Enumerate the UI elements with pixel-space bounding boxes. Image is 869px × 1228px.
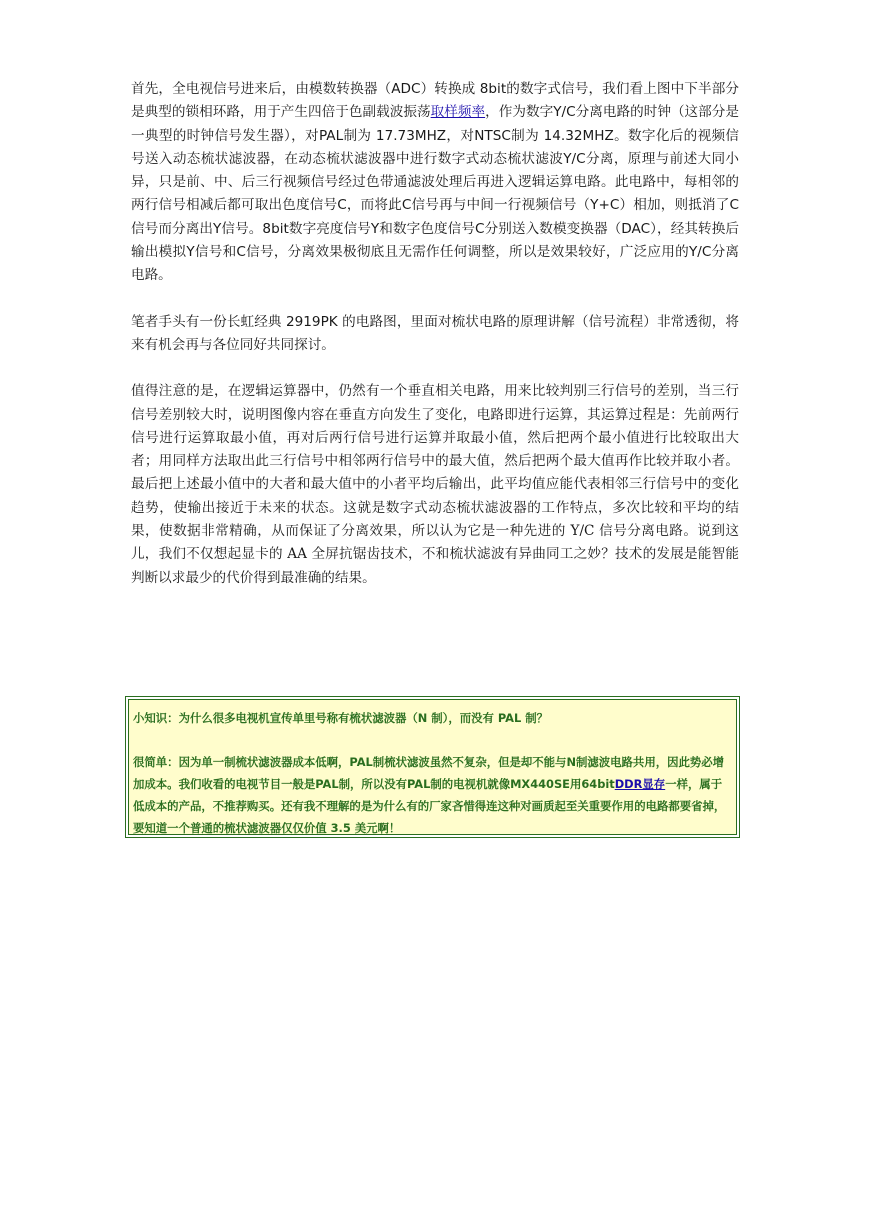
paragraph-text: 首先，全电视信号进来后，由模数转换器（ADC）转换成 8bit的数字式信号，我们看上图中下半部分是典型的锁相环路，用于产生四倍于色副载波振荡 bbox=[131, 81, 739, 121]
tip-question: 小知识：为什么很多电视机宣传单里号称有梳状滤波器（N 制），而没有 PAL 制？ bbox=[133, 711, 548, 725]
ddr-memory-link[interactable]: DDR显存 bbox=[614, 777, 666, 791]
paragraph-changhong-circuit: 笔者手头有一份长虹经典 2919PK 的电路图，里面对梳状电路的原理讲解（信号流程）非常透彻，将来有机会再与各位同好共同探讨。 bbox=[131, 313, 739, 353]
paragraph-logic-operation: 值得注意的是，在逻辑运算器中，仍然有一个垂直相关电路，用来比较判别三行信号的差别，当三行信号差别较大时，说明图像内容在垂直方向发生了变化，电路即进行运算，其运算过程是：先前两行信号进行运算取最小值，再对后两行信号进行运算并取最小值，然后把两个最小值进行比较取出大者；用同样方法取出此三行信号中相邻两行信号中的最大值，然后把两个最大值再作比较并取小者。最后把上述最小值中的大者和最大值中的小者平均后输出，此平均值应能代表相邻三行信号中的变化趋势，使输出接近于未来的状态。这就是数字式动态梳状滤波器的工作特点，多次比较和平均的结果，使数据非常精确，从而保证了分离效果，所以认为它是一种先进的 Y/C 信号分离电路。说到这儿，我们不仅想起显卡的 AA 全屏抗锯齿技术，不和梳状滤波有异曲同工之妙？技术的发展是能智能判断以求最少的代价得到最准确的结果。 bbox=[131, 383, 739, 586]
paragraph-adc-conversion bbox=[131, 78, 739, 288]
paragraph-text: ，作为数字Y/C分离电路的时钟（这部分是一典型的时钟信号发生器），对PAL制为 17.73MHZ，对NTSC制为 14.32MHZ。数字化后的视频信号送入动态梳状滤波器，在动态梳状滤波器中进行数字式动态梳状滤波Y/C分离，原理与前述大同小异，只是前、中、后三行视频信号经过色带通滤波处理后再进入逻辑运算电路。此电路中，每相邻的两行信号相减后都可取出色度信号C，而将此C信号再与中间一行视频信号（Y+C）相加，则抵消了C信号而分离出Y信号。8bit数字亮度信号Y和数字色度信号C分别送入数模变换器（DAC），经其转换后输出模拟Y信号和C信号，分离效果极彻底且无需作任何调整，所以是效果较好，广泛应用的Y/C分离电路。 bbox=[131, 104, 740, 284]
tip-answer-text: 一样，属于低成本的产品，不推荐购买。还有我不理解的是为什么有的厂家吝惜得连这种对画质起至关重要作用的电路都要省掉，要知道一个普通的梳状滤波器仅仅价值 3.5 美元啊！ bbox=[133, 777, 726, 835]
tip-box bbox=[125, 696, 740, 838]
tip-answer-text: 很简单：因为单一制梳状滤波器成本低啊，PAL制梳状滤波虽然不复杂，但是却不能与N制滤波电路共用，因此势必增加成本。我们收看的电视节目一般是PAL制，所以没有PAL制的电视机就像MX440SE用64bit bbox=[133, 755, 725, 791]
tip-box-inner bbox=[128, 699, 737, 835]
article-body bbox=[131, 78, 739, 590]
sampling-frequency-link[interactable]: 取样频率 bbox=[430, 104, 486, 121]
tip-answer bbox=[133, 751, 733, 839]
